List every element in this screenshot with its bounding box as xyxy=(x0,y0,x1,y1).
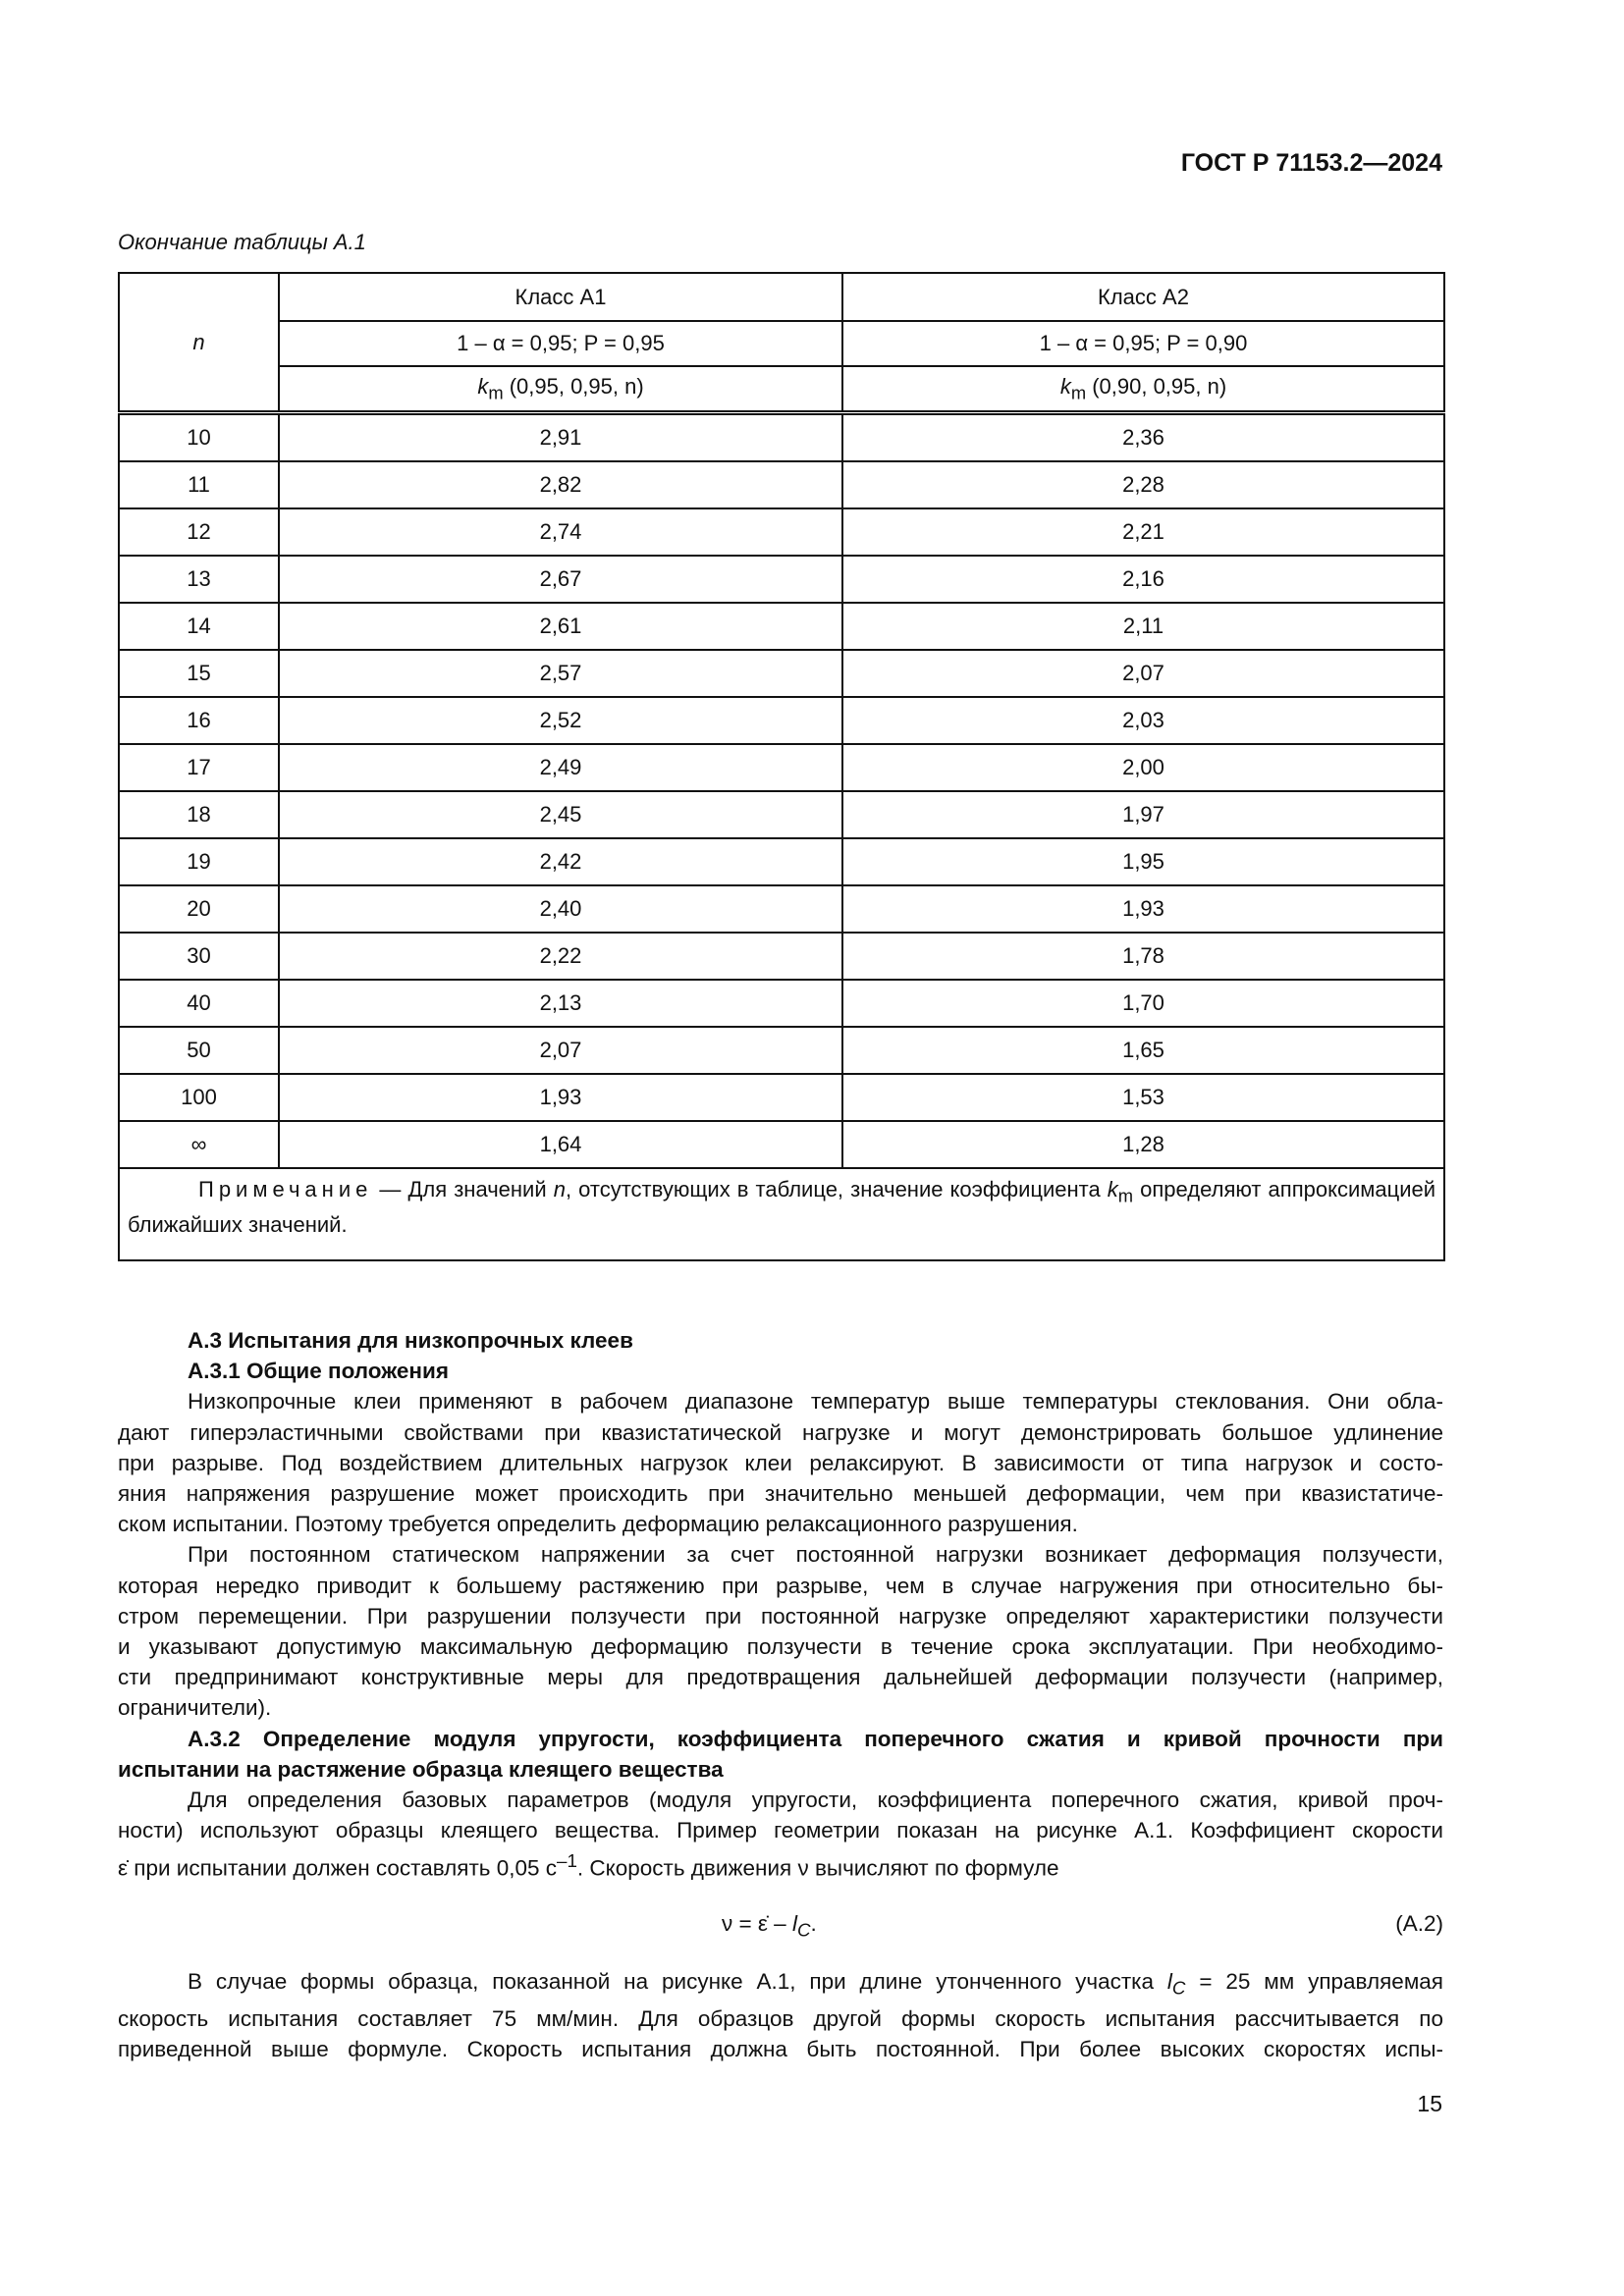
paragraph-4 xyxy=(118,2003,1443,2064)
n-cell: 100 xyxy=(119,1074,279,1121)
k-a1-cell: 2,52 xyxy=(279,697,842,744)
k-a2-cell: 2,00 xyxy=(842,744,1444,791)
k-a2-cell: 1,93 xyxy=(842,885,1444,933)
k-a2-cell: 1,70 xyxy=(842,980,1444,1027)
k-a1-cell: 2,07 xyxy=(279,1027,842,1074)
k-a2-cell: 2,03 xyxy=(842,697,1444,744)
k-a2-cell: 2,16 xyxy=(842,556,1444,603)
table-row xyxy=(119,556,1444,603)
section-heading-a32 xyxy=(118,1724,1443,1785)
table-row xyxy=(119,508,1444,556)
table-row xyxy=(119,650,1444,697)
table-note: Примечание — Для значений n, отсутствующих в таблице, значение коэффициента $k_m$ определяют аппроксимацией ближайших значений. xyxy=(119,1168,1444,1260)
table-row xyxy=(119,413,1444,462)
text-line: Для определения базовых параметров (модуля упругости, коэффициента поперечного сжатия, кривой проч- xyxy=(188,1788,1443,1813)
k-a1-cell: 1,64 xyxy=(279,1121,842,1168)
k-a2-header: $k_m$ (0,90, 0,95, n) xyxy=(842,366,1444,413)
n-cell: 12 xyxy=(119,508,279,556)
text-line: яния напряжения разрушение может происходить при значительно меньшей деформации, чем при квазистатиче- xyxy=(118,1481,1443,1507)
paragraph-3-last-line: ε̇ при испытании должен составлять 0,05 $с^{-1}$. Скорость движения ν вычисляют по формуле xyxy=(118,1850,1059,1881)
table-row xyxy=(119,838,1444,885)
table-row xyxy=(119,1027,1444,1074)
table-row xyxy=(119,697,1444,744)
paragraph-1 xyxy=(118,1386,1443,1539)
n-header: n xyxy=(119,273,279,413)
n-cell: 15 xyxy=(119,650,279,697)
paragraph-4-first-line: В случае формы образца, показанной на рисунке А.1, при длине утонченного участка $l_C = 25$ мм управляемая xyxy=(188,1969,1443,1999)
table-row xyxy=(119,461,1444,508)
k-a2-cell: 1,28 xyxy=(842,1121,1444,1168)
k-a2-cell: 1,53 xyxy=(842,1074,1444,1121)
text-line: А.3.2 Определение модуля упругости, коэффициента поперечного сжатия и кривой прочности при xyxy=(188,1726,1443,1751)
k-a2-cell: 2,36 xyxy=(842,413,1444,462)
table-row xyxy=(119,744,1444,791)
n-cell: 50 xyxy=(119,1027,279,1074)
text-line: стром перемещении. При разрушении ползучести при постоянной нагрузке определяют характеристики ползучести xyxy=(118,1603,1443,1629)
page-number: 15 xyxy=(1417,2091,1442,2116)
k-a2-cell: 1,95 xyxy=(842,838,1444,885)
n-cell: 30 xyxy=(119,933,279,980)
table-row xyxy=(119,933,1444,980)
document-id: ГОСТ Р 71153.2—2024 xyxy=(1180,149,1442,177)
k-a2-cell: 2,21 xyxy=(842,508,1444,556)
k-a2-cell: 2,28 xyxy=(842,461,1444,508)
table-row xyxy=(119,1121,1444,1168)
k-a1-cell: 2,74 xyxy=(279,508,842,556)
text-line: сти предпринимают конструктивные меры для предотвращения дальнейшей деформации ползучести (например, xyxy=(118,1665,1443,1690)
table-row xyxy=(119,1074,1444,1121)
k-a1-cell: 2,22 xyxy=(279,933,842,980)
k-a2-cell: 1,78 xyxy=(842,933,1444,980)
text-line: испытании на растяжение образца клеящего вещества xyxy=(118,1756,724,1782)
cond-a1: 1 – α = 0,95; P = 0,95 xyxy=(279,321,842,366)
k-a1-header: $k_m$ (0,95, 0,95, n) xyxy=(279,366,842,413)
k-a1-cell: 2,61 xyxy=(279,603,842,650)
text-line: При постоянном статическом напряжении за счет постоянной нагрузки возникает деформация ползучести, xyxy=(188,1542,1443,1568)
table-row xyxy=(119,980,1444,1027)
paragraph-2 xyxy=(118,1539,1443,1723)
text-line: скорость испытания составляет 75 мм/мин. Для образцов другой формы скорость испытания рассчитывается по xyxy=(118,2005,1443,2031)
k-a1-cell: 1,93 xyxy=(279,1074,842,1121)
n-cell: 18 xyxy=(119,791,279,838)
n-cell: 14 xyxy=(119,603,279,650)
n-cell: 20 xyxy=(119,885,279,933)
k-a1-cell: 2,82 xyxy=(279,461,842,508)
k-a1-cell: 2,40 xyxy=(279,885,842,933)
formula-number: (А.2) xyxy=(1395,1911,1443,1937)
text-line: ности) используют образцы клеящего вещества. Пример геометрии показан на рисунке А.1. Коэффициент скорости xyxy=(118,1818,1443,1843)
k-a1-cell: 2,49 xyxy=(279,744,842,791)
text-line: и указывают допустимую максимальную деформацию ползучести в течение срока эксплуатации. При необходимо- xyxy=(118,1634,1443,1660)
n-cell: 40 xyxy=(119,980,279,1027)
k-a2-cell: 2,07 xyxy=(842,650,1444,697)
section-heading-a3: А.3 Испытания для низкопрочных клеев xyxy=(188,1328,633,1353)
n-cell: 11 xyxy=(119,461,279,508)
n-cell: 19 xyxy=(119,838,279,885)
k-a1-cell: 2,13 xyxy=(279,980,842,1027)
text-line: которая нередко приводит к большему растяжению при разрыве, чем в случае нагружения при относительно бы- xyxy=(118,1573,1443,1598)
k-a1-cell: 2,67 xyxy=(279,556,842,603)
k-a2-cell: 1,97 xyxy=(842,791,1444,838)
k-a1-cell: 2,42 xyxy=(279,838,842,885)
k-a2-cell: 1,65 xyxy=(842,1027,1444,1074)
table-caption: Окончание таблицы А.1 xyxy=(118,230,366,254)
coefficient-table xyxy=(118,272,1445,1261)
n-cell: 17 xyxy=(119,744,279,791)
class-a1-header: Класс А1 xyxy=(279,273,842,321)
class-a2-header: Класс А2 xyxy=(842,273,1444,321)
k-a1-cell: 2,91 xyxy=(279,413,842,462)
formula-a2: ν = ε̇ – $l_C$. (А.2) xyxy=(118,1894,1443,1954)
text-line: ограничители). xyxy=(118,1695,272,1721)
n-cell: 13 xyxy=(119,556,279,603)
n-cell: 10 xyxy=(119,413,279,462)
table-row xyxy=(119,885,1444,933)
n-cell: ∞ xyxy=(119,1121,279,1168)
text-line: Низкопрочные клеи применяют в рабочем диапазоне температур выше температуры стеклования. Они обла- xyxy=(188,1389,1443,1415)
body-text xyxy=(118,1325,1443,2064)
k-a2-cell: 2,11 xyxy=(842,603,1444,650)
text-line: ском испытании. Поэтому требуется определить деформацию релаксационного разрушения. xyxy=(118,1512,1078,1537)
text-line: дают гиперэластичными свойствами при квазистатической нагрузке и могут демонстрировать большое удлинение xyxy=(118,1419,1443,1445)
k-a1-cell: 2,45 xyxy=(279,791,842,838)
n-cell: 16 xyxy=(119,697,279,744)
table-row xyxy=(119,603,1444,650)
section-heading-a31: А.3.1 Общие положения xyxy=(188,1359,449,1384)
paragraph-3 xyxy=(118,1785,1443,1845)
text-line: приведенной выше формуле. Скорость испытания должна быть постоянной. При более высоких скоростях испы- xyxy=(118,2037,1443,2062)
cond-a2: 1 – α = 0,95; P = 0,90 xyxy=(842,321,1444,366)
k-a1-cell: 2,57 xyxy=(279,650,842,697)
table-row xyxy=(119,791,1444,838)
text-line: при разрыве. Под воздействием длительных нагрузок клеи релаксируют. В зависимости от типа нагрузок и состо- xyxy=(118,1450,1443,1475)
